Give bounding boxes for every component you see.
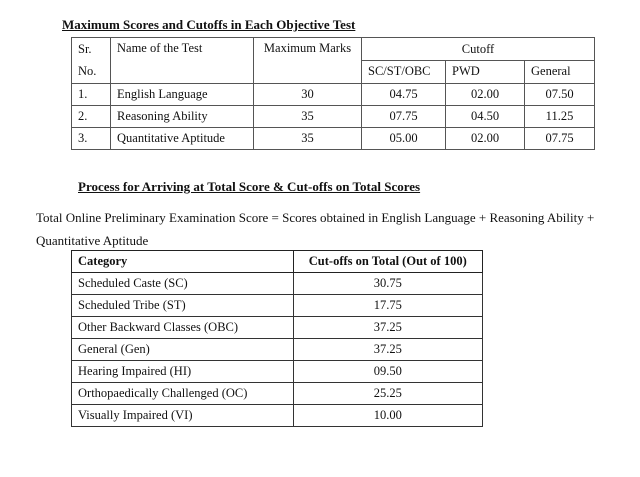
table-row — [72, 127, 595, 149]
cutoff-sc: 05.00 — [362, 127, 446, 149]
section2-title: Process for Arriving at Total Score & Cut-offs on Total Scores — [78, 179, 421, 194]
table-row — [72, 273, 483, 295]
cutoff-general: 07.75 — [525, 127, 595, 149]
table-row — [72, 339, 483, 361]
header-total-cutoff: Cut-offs on Total (Out of 100) — [293, 251, 482, 273]
section1-title: Maximum Scores and Cutoffs in Each Objective Test — [62, 17, 356, 32]
table-row — [72, 105, 595, 127]
header-sr: Sr. — [72, 38, 111, 61]
table-row — [72, 405, 483, 427]
test-name: English Language — [111, 83, 254, 105]
table-row — [72, 317, 483, 339]
table-row — [72, 83, 595, 105]
table-row — [72, 383, 483, 405]
cutoff-general: 11.25 — [525, 105, 595, 127]
cutoff-general: 07.50 — [525, 83, 595, 105]
category: Orthopaedically Challenged (OC) — [72, 383, 294, 405]
category: Scheduled Caste (SC) — [72, 273, 294, 295]
cutoff-pwd: 02.00 — [446, 127, 525, 149]
header-no: No. — [72, 61, 111, 84]
cutoff-value: 10.00 — [293, 405, 482, 427]
cutoff-pwd: 04.50 — [446, 105, 525, 127]
category: Other Backward Classes (OBC) — [72, 317, 294, 339]
header-cutoff: Cutoff — [362, 38, 595, 61]
sr: 1. — [72, 83, 111, 105]
header-pwd: PWD — [446, 61, 525, 84]
category: Visually Impaired (VI) — [72, 405, 294, 427]
category: General (Gen) — [72, 339, 294, 361]
cutoff-value: 30.75 — [293, 273, 482, 295]
sr: 2. — [72, 105, 111, 127]
max-marks: 30 — [254, 83, 362, 105]
max-marks: 35 — [254, 105, 362, 127]
header-name: Name of the Test — [111, 38, 254, 84]
cutoff-value: 09.50 — [293, 361, 482, 383]
objective-cutoff-table — [71, 37, 595, 150]
cutoff-sc: 07.75 — [362, 105, 446, 127]
header-max: Maximum Marks — [254, 38, 362, 84]
category: Hearing Impaired (HI) — [72, 361, 294, 383]
category: Scheduled Tribe (ST) — [72, 295, 294, 317]
cutoff-value: 25.25 — [293, 383, 482, 405]
test-name: Quantitative Aptitude — [111, 127, 254, 149]
cutoff-pwd: 02.00 — [446, 83, 525, 105]
table-row — [72, 361, 483, 383]
cutoff-value: 37.25 — [293, 317, 482, 339]
header-general: General — [525, 61, 595, 84]
score-formula-paragraph: Total Online Preliminary Examination Score = Scores obtained in English Language + Reasoning Ability + Quantitative Aptitude — [36, 210, 595, 248]
sr: 3. — [72, 127, 111, 149]
cutoff-value: 17.75 — [293, 295, 482, 317]
header-sc: SC/ST/OBC — [362, 61, 446, 84]
total-cutoff-table — [71, 250, 483, 427]
header-category: Category — [72, 251, 294, 273]
max-marks: 35 — [254, 127, 362, 149]
table-row — [72, 295, 483, 317]
cutoff-sc: 04.75 — [362, 83, 446, 105]
test-name: Reasoning Ability — [111, 105, 254, 127]
cutoff-value: 37.25 — [293, 339, 482, 361]
